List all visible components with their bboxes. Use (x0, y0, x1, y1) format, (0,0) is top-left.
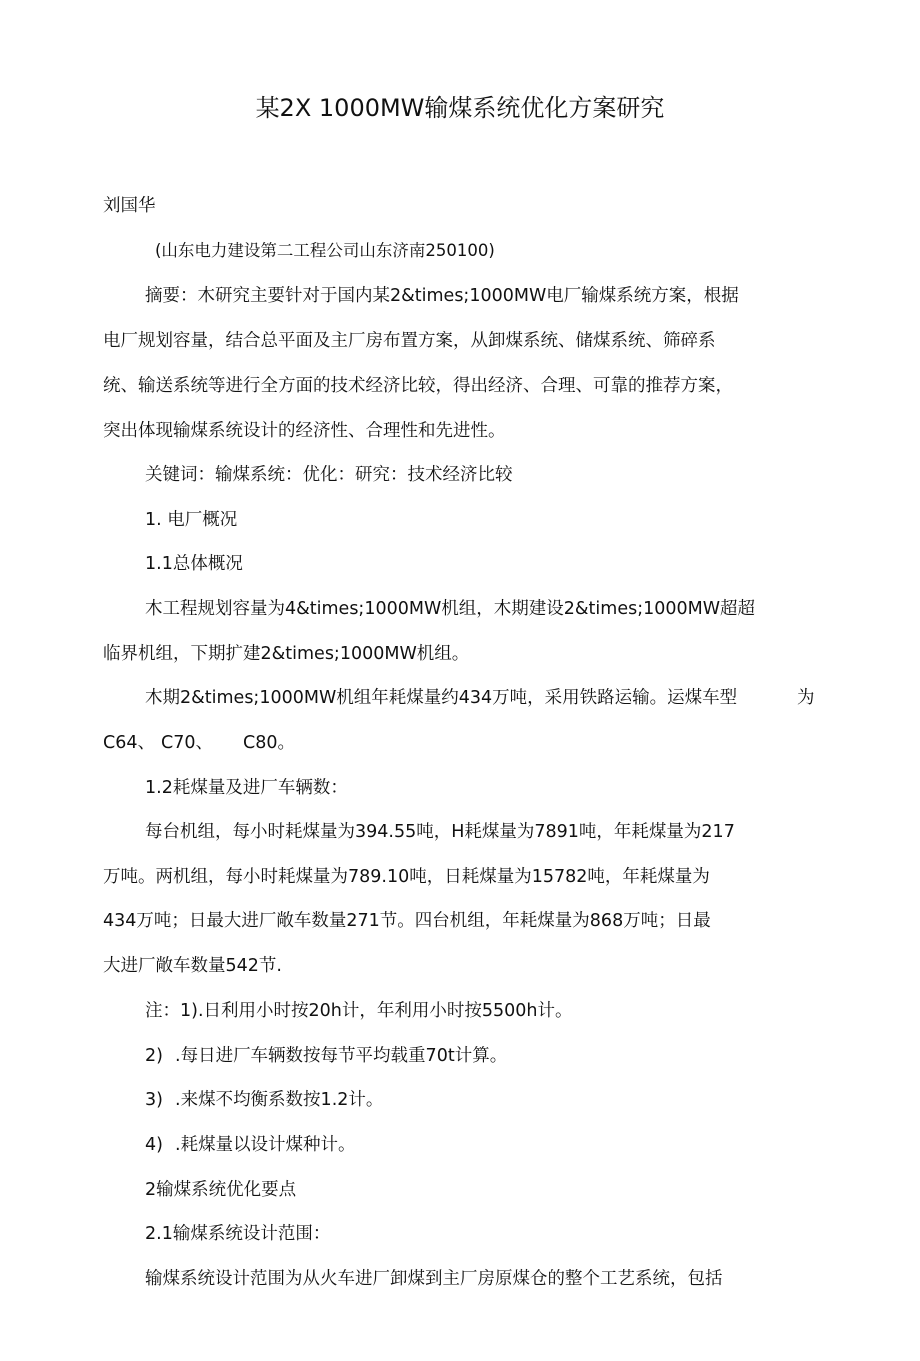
body-line: 木工程规划容量为4&times;1000MW机组，木期建设2&times;1000MW超超 (145, 599, 756, 619)
section-heading: 2输煤系统优化要点 (145, 1180, 297, 1200)
note-line: .耗煤量以设计煤种计。 (175, 1135, 356, 1155)
car-type-c70: C70、 (161, 733, 213, 753)
car-type-c80: C80。 (243, 733, 295, 753)
section-heading: 1. 电厂概况 (145, 510, 238, 530)
body-line: 木期2&times;1000MW机组年耗煤量约434万吨，采用铁路运输。运煤车型 (145, 688, 738, 708)
subsection-heading: 1.2耗煤量及进厂车辆数： (145, 778, 348, 798)
abstract-line: 突出体现输煤系统设计的经济性、合理性和先进性。 (103, 421, 506, 441)
note-number: 4) (145, 1135, 163, 1155)
note-line: .每日进厂车辆数按每节平均载重70t计算。 (175, 1046, 508, 1066)
car-type-c64: C64、 (103, 733, 155, 753)
author-affiliation: (山东电力建设第二工程公司山东济南250100) (155, 241, 495, 260)
abstract-line: 电厂规划容量，结合总平面及主厂房布置方案，从卸煤系统、储煤系统、筛碎系 (103, 331, 716, 351)
note-number: 2) (145, 1046, 163, 1066)
body-line: 为 (797, 688, 815, 708)
abstract-line: 摘要：木研究主要针对于国内某2&times;1000MW电厂输煤系统方案，根据 (145, 286, 739, 306)
body-line: 输煤系统设计范围为从火车进厂卸煤到主厂房原煤仓的整个工艺系统，包括 (145, 1269, 723, 1289)
note-number: 3) (145, 1090, 163, 1110)
body-line: 大进厂敞车数量542节. (103, 956, 282, 976)
body-line: 434万吨；日最大进厂敞车数量271节。四台机组，年耗煤量为868万吨；日最 (103, 911, 711, 931)
note-line: .来煤不均衡系数按1.2计。 (175, 1090, 384, 1110)
body-line: 万吨。两机组，每小时耗煤量为789.10吨，日耗煤量为15782吨，年耗煤量为 (103, 867, 710, 887)
keywords-line: 关键词：输煤系统：优化：研究：技术经济比较 (145, 465, 513, 485)
document-title: 某2X 1000MW输煤系统优化方案研究 (255, 94, 665, 122)
body-line: 每台机组，每小时耗煤量为394.55吨，H耗煤量为7891吨，年耗煤量为217 (145, 822, 735, 842)
subsection-heading: 1.1总体概况 (145, 554, 243, 574)
subsection-heading: 2.1输煤系统设计范围： (145, 1224, 331, 1244)
author-name: 刘国华 (103, 196, 156, 216)
body-line: 临界机组，下期扩建2&times;1000MW机组。 (103, 644, 470, 664)
abstract-line: 统、输送系统等进行全方面的技术经济比较，得出经济、合理、可靠的推荐方案， (103, 376, 733, 396)
note-line: 注：1).日利用小时按20h计，年利用小时按5500h计。 (145, 1001, 573, 1021)
